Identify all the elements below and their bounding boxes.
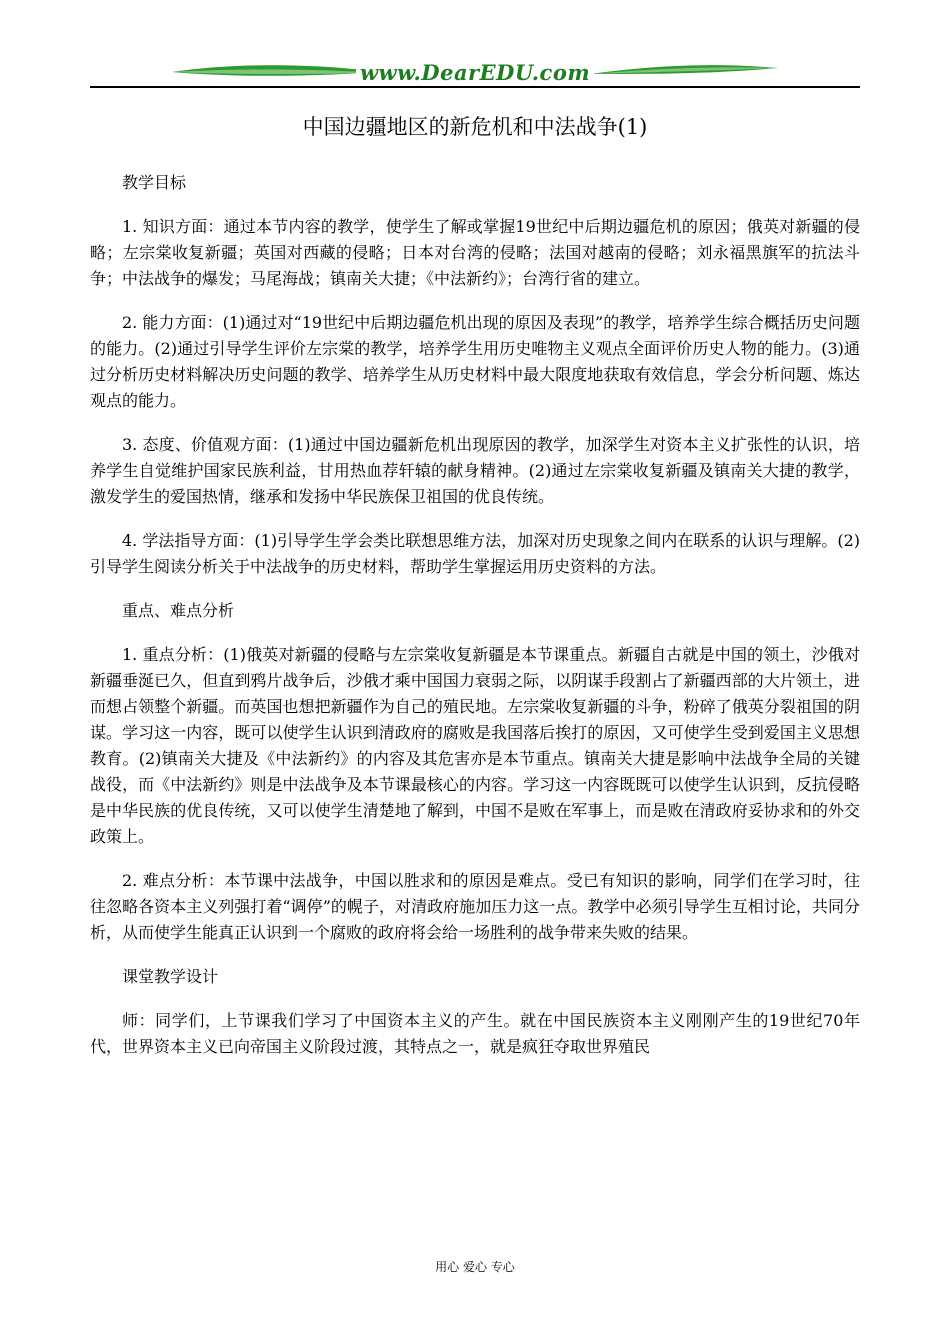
- section-heading-lesson-design: 课堂教学设计: [122, 967, 219, 986]
- paragraph-ability: 2. 能力方面：(1)通过对“19世纪中后期边疆危机出现的原因及表现”的教学，培养学生综合概括历史问题的能力。(2)通过引导学生评价左宗棠的教学，培养学生用历史唯物主义观点全面评价历史人物的能力。(3)通过分析历史材料解决历史问题的教学、培养学生从历史材料中最大限度地获取有效信息，学会分析问题、炼达观点的能力。: [90, 313, 860, 410]
- paragraph-study-method: 4. 学法指导方面：(1)引导学生学会类比联想思维方法，加深对历史现象之间内在联系的认识与理解。(2)引导学生阅读分析关于中法战争的历史材料，帮助学生掌握运用历史资料的方法。: [90, 531, 860, 576]
- logo-label: www.DearEDU.com: [356, 60, 594, 85]
- logo-text: [90, 60, 860, 85]
- paragraph-key-analysis: 1. 重点分析：(1)俄英对新疆的侵略与左宗棠收复新疆是本节课重点。新疆自古就是中国的领土，沙俄对新疆垂涎已久，但直到鸦片战争后，沙俄才乘中国国力衰弱之际，以阴谋手段割占了新疆西部的大片领土，进而想占领整个新疆。而英国也想把新疆作为自己的殖民地。左宗棠收复新疆的斗争，粉碎了俄英分裂祖国的阴谋。学习这一内容，既可以使学生认识到清政府的腐败是我国落后挨打的原因，又可使学生受到爱国主义思想教育。(2)镇南关大捷及《中法新约》的内容及其危害亦是本节重点。镇南关大捷是影响中法战争全局的关键战役，而《中法新约》则是中法战争及本节课最核心的内容。学习这一内容既既可以使学生认识到，反抗侵略是中华民族的优良传统，又可以使学生清楚地了解到，中国不是败在军事上，而是败在清政府妥协求和的外交政策上。: [90, 645, 860, 846]
- paragraph-attitude: 3. 态度、价值观方面：(1)通过中国边疆新危机出现原因的教学，加深学生对资本主义扩张性的认识，培养学生自觉维护国家民族利益，甘用热血荐轩辕的献身精神。(2)通过左宗棠收复新疆及镇南关大捷的教学，激发学生的爱国热情，继承和发扬中华民族保卫祖国的优良传统。: [90, 435, 860, 506]
- paragraph-teacher-intro: 师：同学们，上节课我们学习了中国资本主义的产生。就在中国民族资本主义刚刚产生的19世纪70年代，世界资本主义已向帝国主义阶段过渡，其特点之一，就是疯狂夺取世界殖民: [90, 1011, 860, 1056]
- paragraph-knowledge: 1. 知识方面：通过本节内容的教学，使学生了解或掌握19世纪中后期边疆危机的原因；俄英对新疆的侵略；左宗棠收复新疆；英国对西藏的侵略；日本对台湾的侵略；法国对越南的侵略；刘永福黑旗军的抗法斗争；中法战争的爆发；马尾海战；镇南关大捷；《中法新约》；台湾行省的建立。: [90, 217, 860, 288]
- page-header: [90, 58, 860, 90]
- document-body: [90, 170, 860, 1078]
- page-footer: 用心 爱心 专心: [435, 1260, 515, 1274]
- paragraph-difficulty-analysis: 2. 难点分析：本节课中法战争，中国以胜求和的原因是难点。受已有知识的影响，同学们在学习时，往往忽略各资本主义列强打着“调停”的幌子，对清政府施加压力这一点。教学中必须引导学生互相讨论，共同分析，从而使学生能真正认识到一个腐败的政府将会给一场胜利的战争带来失败的结果。: [90, 871, 860, 942]
- header-rule: [90, 86, 860, 88]
- document-title: 中国边疆地区的新危机和中法战争(1): [302, 115, 648, 139]
- section-heading-key-points: 重点、难点分析: [122, 601, 235, 620]
- section-heading-objectives: 教学目标: [122, 173, 187, 192]
